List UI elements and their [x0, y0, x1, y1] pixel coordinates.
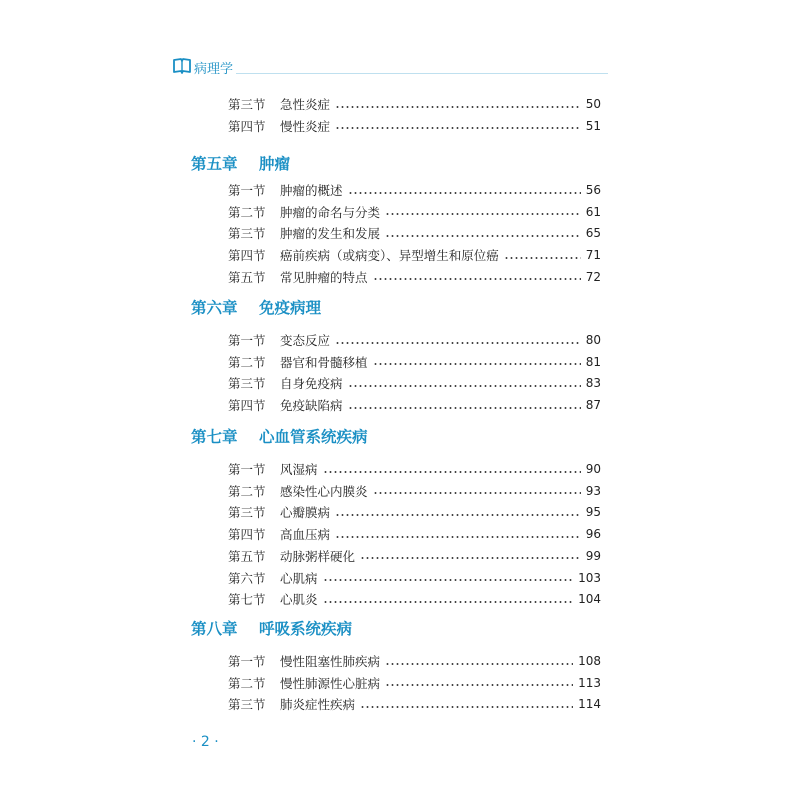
section-number: 第四节	[228, 248, 266, 264]
toc-entry[interactable]	[228, 93, 601, 115]
toc-entry[interactable]	[228, 693, 601, 715]
dot-leader	[360, 706, 573, 708]
dot-leader	[360, 557, 581, 559]
section-number: 第二节	[228, 354, 266, 370]
section-number: 第七节	[228, 592, 266, 608]
chapter-heading	[191, 152, 290, 174]
dot-leader	[348, 192, 581, 194]
section-page-number: 65	[585, 226, 601, 241]
section-title: 高血压病	[280, 527, 331, 543]
section-page-number: 99	[585, 548, 601, 563]
section-title: 急性炎症	[280, 97, 331, 112]
section-title: 心肌病	[280, 570, 318, 586]
section-number: 第五节	[228, 548, 266, 564]
chapter-title: 呼吸系统疾病	[259, 620, 353, 638]
toc-entry[interactable]	[228, 372, 601, 394]
section-number: 第三节	[228, 226, 266, 242]
dot-leader	[323, 471, 581, 473]
dot-leader	[323, 601, 574, 603]
chapter-number: 第五章	[191, 155, 238, 173]
dot-leader	[373, 492, 581, 494]
section-page-number: 72	[585, 269, 601, 284]
section-number: 第六节	[228, 570, 266, 586]
section-page-number: 61	[585, 204, 601, 219]
section-number: 第三节	[228, 505, 266, 521]
section-number: 第二节	[228, 204, 266, 220]
toc-entry[interactable]	[228, 567, 601, 589]
chapter-number: 第八章	[191, 620, 238, 638]
dot-leader	[504, 257, 581, 259]
toc-entry[interactable]	[228, 501, 601, 523]
section-title: 常见肿瘤的特点	[280, 269, 368, 285]
dot-leader	[373, 363, 581, 365]
toc-entry[interactable]	[228, 201, 601, 223]
section-title: 慢性阻塞性肺疾病	[280, 654, 381, 669]
header-rule	[236, 73, 608, 74]
section-number: 第三节	[228, 97, 266, 112]
section-number: 第四节	[228, 527, 266, 543]
dot-leader	[348, 407, 581, 409]
chapter-heading	[191, 617, 352, 639]
toc-entry[interactable]	[228, 222, 601, 244]
section-number: 第一节	[228, 462, 266, 477]
toc-entry[interactable]	[228, 588, 601, 610]
section-number: 第二节	[228, 483, 266, 499]
toc-entry[interactable]	[228, 244, 601, 266]
dot-leader	[385, 235, 581, 237]
dot-leader	[385, 663, 573, 665]
dot-leader	[335, 127, 581, 129]
section-page-number: 93	[585, 483, 601, 498]
section-page-number: 114	[578, 697, 601, 712]
section-number: 第五节	[228, 269, 266, 285]
section-title: 风湿病	[280, 462, 318, 477]
section-page-number: 108	[578, 654, 601, 668]
book-title: 病理学	[194, 62, 234, 77]
section-title: 免疫缺陷病	[280, 398, 343, 414]
section-title: 变态反应	[280, 333, 331, 348]
toc-entry[interactable]	[228, 458, 601, 480]
section-page-number: 113	[578, 675, 601, 690]
section-number: 第一节	[228, 183, 266, 198]
section-number: 第三节	[228, 697, 266, 713]
section-title: 肿瘤的概述	[280, 183, 343, 198]
dot-leader	[385, 213, 581, 215]
section-title: 动脉粥样硬化	[280, 548, 356, 564]
section-page-number: 87	[585, 398, 601, 413]
section-page-number: 90	[585, 462, 601, 476]
chapter-title: 免疫病理	[259, 299, 322, 317]
dot-leader	[323, 579, 574, 581]
toc-entry[interactable]	[228, 179, 601, 201]
section-title: 自身免疫病	[280, 376, 343, 392]
dot-leader	[373, 278, 581, 280]
chapter-number: 第六章	[191, 299, 238, 317]
section-number: 第二节	[228, 675, 266, 691]
section-number: 第四节	[228, 398, 266, 414]
toc-entry[interactable]	[228, 351, 601, 373]
section-page-number: 51	[585, 118, 601, 133]
toc-entry[interactable]	[228, 115, 601, 137]
section-page-number: 83	[585, 376, 601, 391]
section-page-number: 56	[585, 183, 601, 197]
chapter-number: 第七章	[191, 428, 238, 446]
section-page-number: 104	[578, 592, 601, 607]
section-page-number: 71	[585, 248, 601, 263]
chapter-title: 肿瘤	[259, 155, 291, 173]
section-title: 肿瘤的发生和发展	[280, 226, 381, 242]
section-title: 慢性肺源性心脏病	[280, 675, 381, 691]
section-number: 第三节	[228, 376, 266, 392]
chapter-heading	[191, 296, 321, 318]
section-page-number: 103	[578, 570, 601, 585]
section-page-number: 80	[585, 333, 601, 347]
dot-leader	[335, 106, 581, 108]
toc-entry[interactable]	[228, 329, 601, 351]
toc-entry[interactable]	[228, 523, 601, 545]
dot-leader	[385, 684, 573, 686]
section-page-number: 95	[585, 505, 601, 520]
section-title: 感染性心内膜炎	[280, 483, 368, 499]
section-title: 器官和骨髓移植	[280, 354, 368, 370]
dot-leader	[335, 536, 581, 538]
toc-entry[interactable]	[228, 672, 601, 694]
book-logo-icon	[172, 56, 192, 76]
section-title: 心肌炎	[280, 592, 318, 608]
section-number: 第一节	[228, 654, 266, 669]
toc-entry[interactable]	[228, 266, 601, 288]
section-page-number: 96	[585, 527, 601, 542]
section-number: 第四节	[228, 118, 266, 134]
chapter-heading	[191, 425, 368, 447]
section-page-number: 50	[585, 97, 601, 111]
section-title: 心瓣膜病	[280, 505, 331, 521]
section-title: 肺炎症性疾病	[280, 697, 356, 713]
dot-leader	[335, 342, 581, 344]
section-page-number: 81	[585, 354, 601, 369]
section-number: 第一节	[228, 333, 266, 348]
dot-leader	[348, 385, 581, 387]
dot-leader	[335, 514, 581, 516]
section-title: 癌前疾病（或病变）、异型增生和原位癌	[280, 248, 499, 264]
toc-entry[interactable]	[228, 394, 601, 416]
chapter-title: 心血管系统疾病	[259, 428, 368, 446]
toc-entry[interactable]	[228, 480, 601, 502]
toc-entry[interactable]	[228, 545, 601, 567]
section-title: 肿瘤的命名与分类	[280, 204, 381, 220]
page-number: · 2 ·	[192, 734, 219, 750]
running-header	[172, 56, 608, 78]
section-title: 慢性炎症	[280, 118, 331, 134]
toc-entry[interactable]	[228, 650, 601, 672]
